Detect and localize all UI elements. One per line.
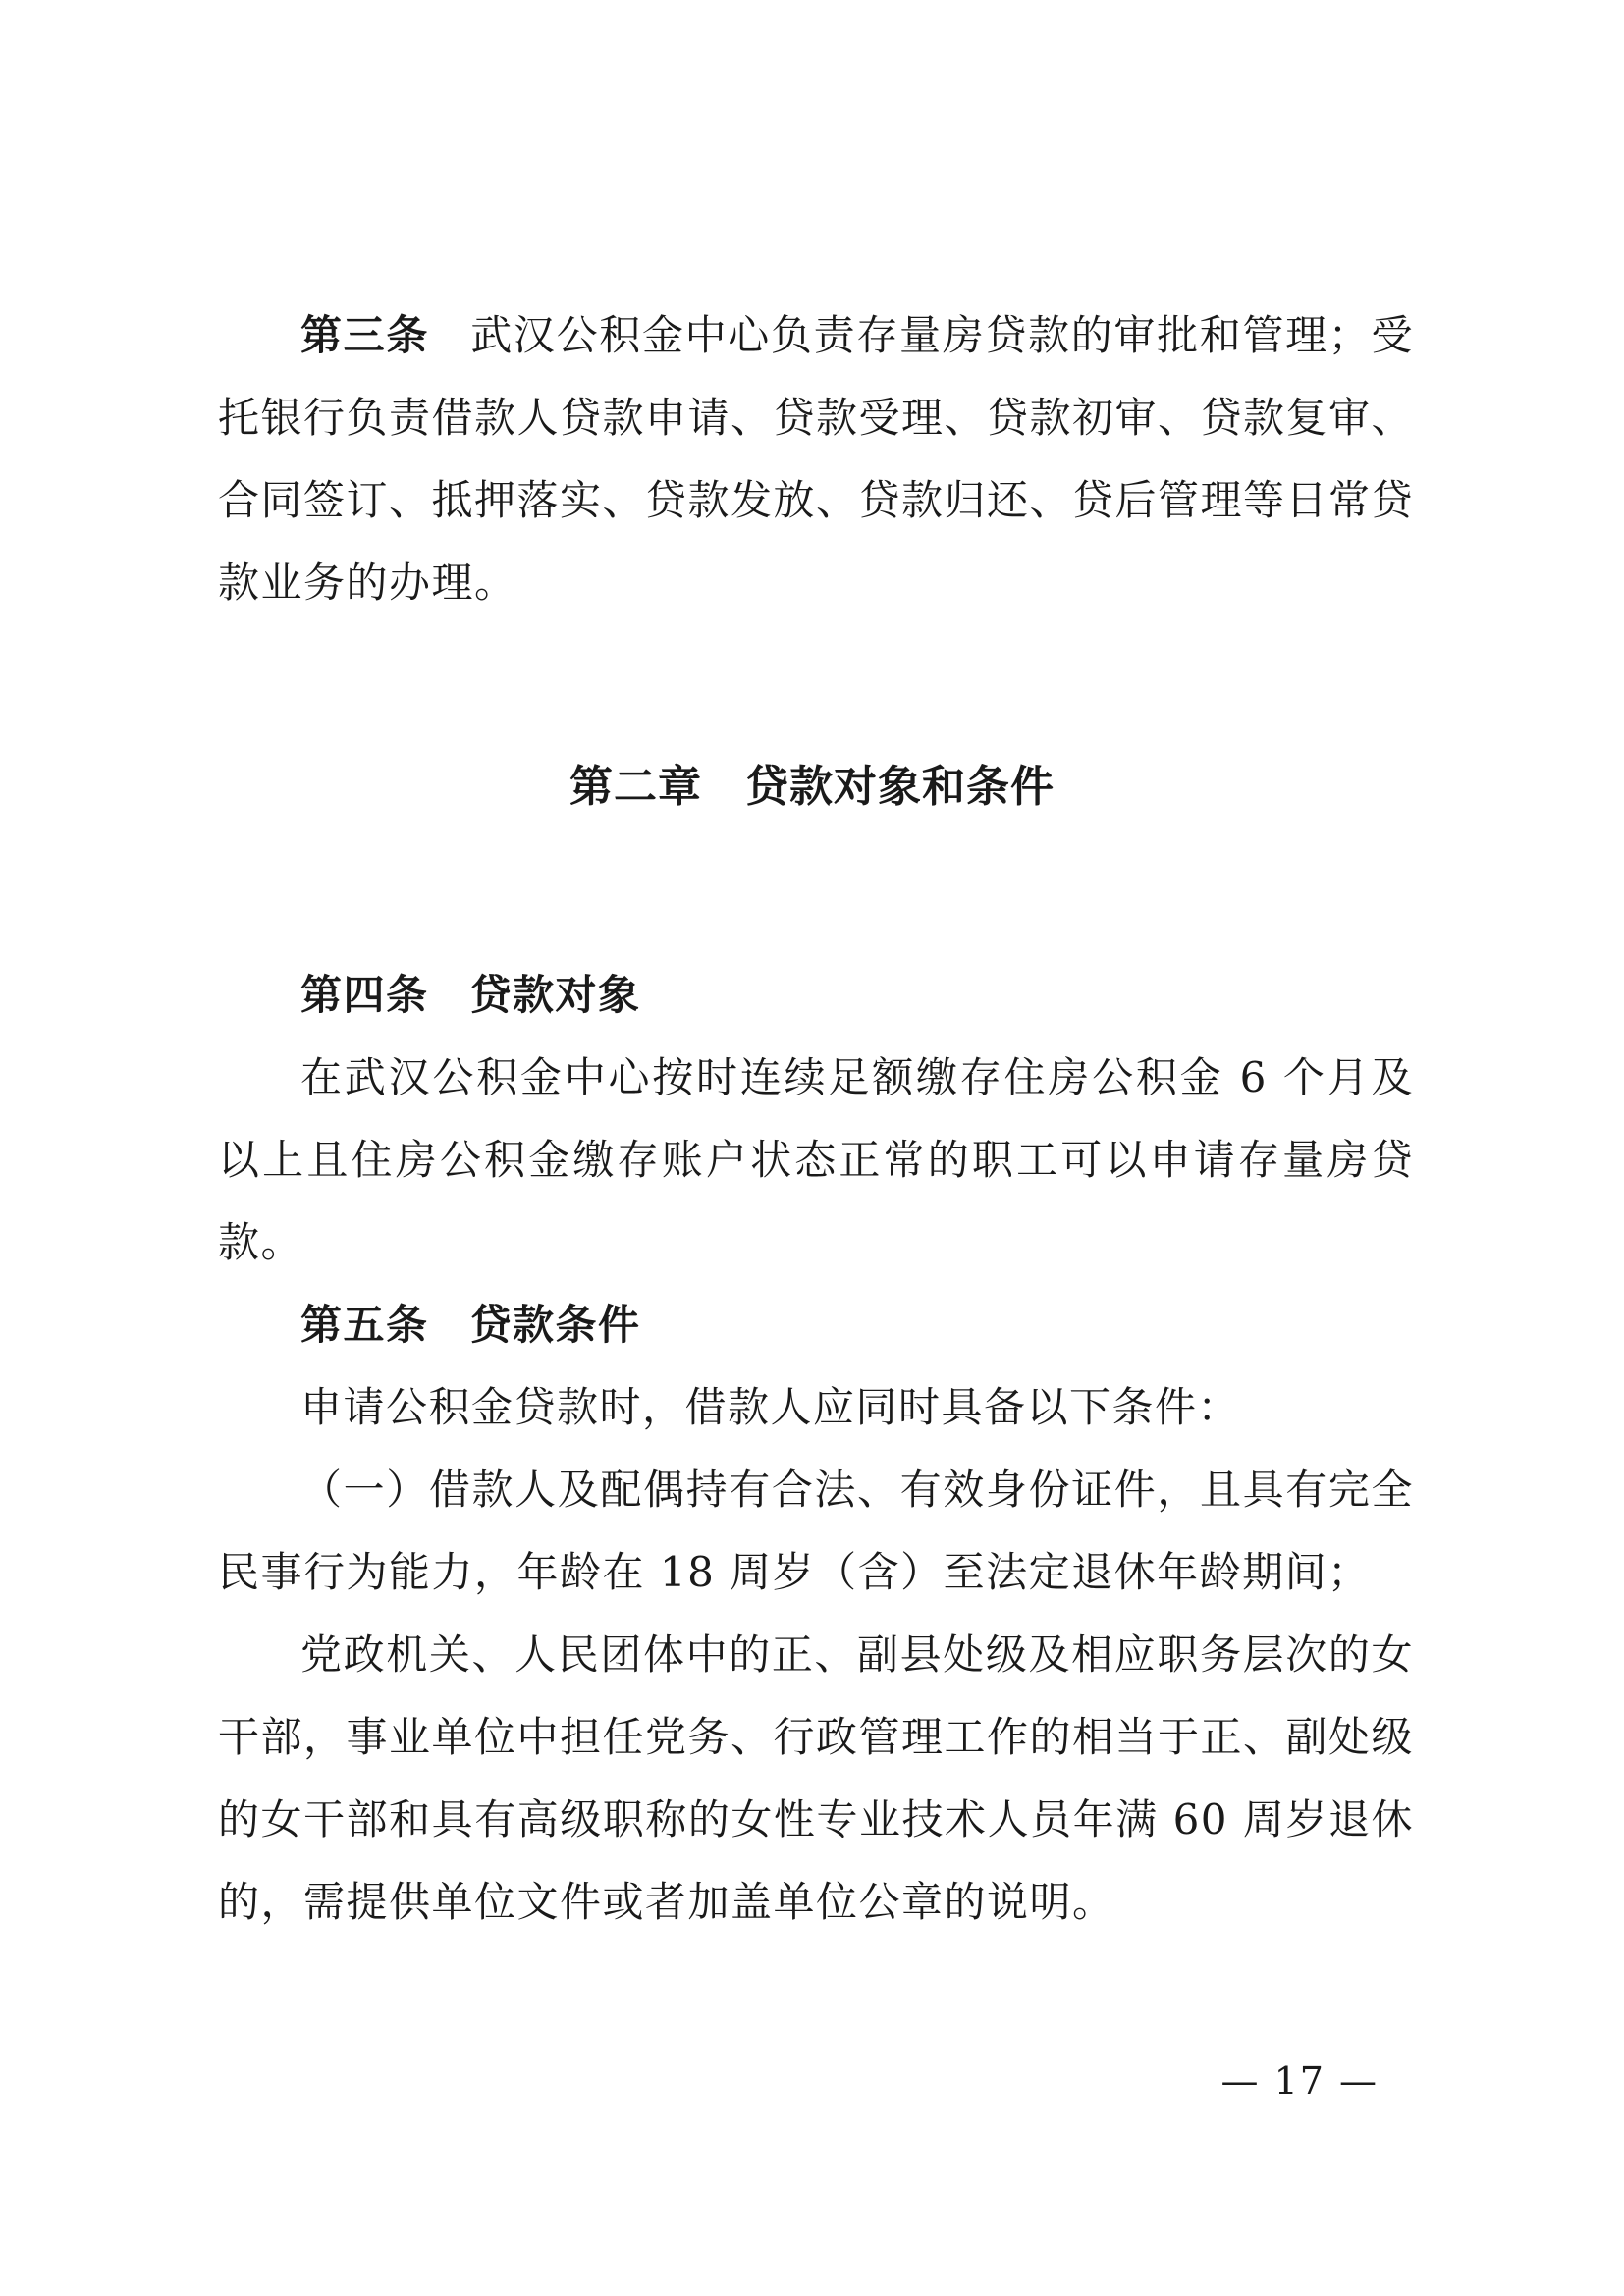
article-5-title: 第五条 bbox=[300, 1301, 429, 1349]
page-number: — 17 — bbox=[1220, 2059, 1379, 2103]
article-3-text: 武汉公积金中心负责存量房贷款的审批和管理；受托银行负责借款人贷款申请、贷款受理、贷款初审、贷款复审、合同签订、抵押落实、贷款发放、贷款归还、贷后管理等日常贷款业务的办理。 bbox=[218, 311, 1415, 607]
article-5-item-1: （一）借款人及配偶持有合法、有效身份证件，且具有完全民事行为能力，年龄在 18 周岁（含）至法定退休年龄期间； bbox=[218, 1466, 1414, 1596]
article-4-text: 在武汉公积金中心按时连续足额缴存住房公积金 6 个月及以上且住房公积金缴存账户状态正常的职工可以申请存量房贷款。 bbox=[218, 1053, 1414, 1266]
article-4-heading-text: 贷款对象 bbox=[469, 971, 641, 1019]
article-5-heading bbox=[218, 1284, 1414, 1366]
article-5-note: 党政机关、人民团体中的正、副县处级及相应职务层次的女干部，事业单位中担任党务、行政管理工作的相当于正、副处级的女干部和具有高级职称的女性专业技术人员年满 60 周岁退休的，需提供单位文件或者加盖单位公章的说明。 bbox=[218, 1630, 1415, 1926]
articles-4-5-section bbox=[218, 954, 1414, 1944]
article-4-heading bbox=[218, 954, 1414, 1037]
article-5-intro: 申请公积金贷款时，借款人应同时具备以下条件： bbox=[300, 1383, 1241, 1431]
chapter-2-heading bbox=[0, 746, 1624, 828]
article-3-paragraph bbox=[218, 294, 1414, 624]
article-5-heading-text: 贷款条件 bbox=[469, 1301, 641, 1349]
article-3-section bbox=[218, 294, 1414, 624]
chapter-2-title: 贷款对象和条件 bbox=[745, 762, 1055, 812]
article-4-title: 第四条 bbox=[300, 971, 429, 1019]
article-3-title: 第三条 bbox=[300, 311, 430, 359]
chapter-2-number: 第二章 bbox=[569, 762, 702, 812]
